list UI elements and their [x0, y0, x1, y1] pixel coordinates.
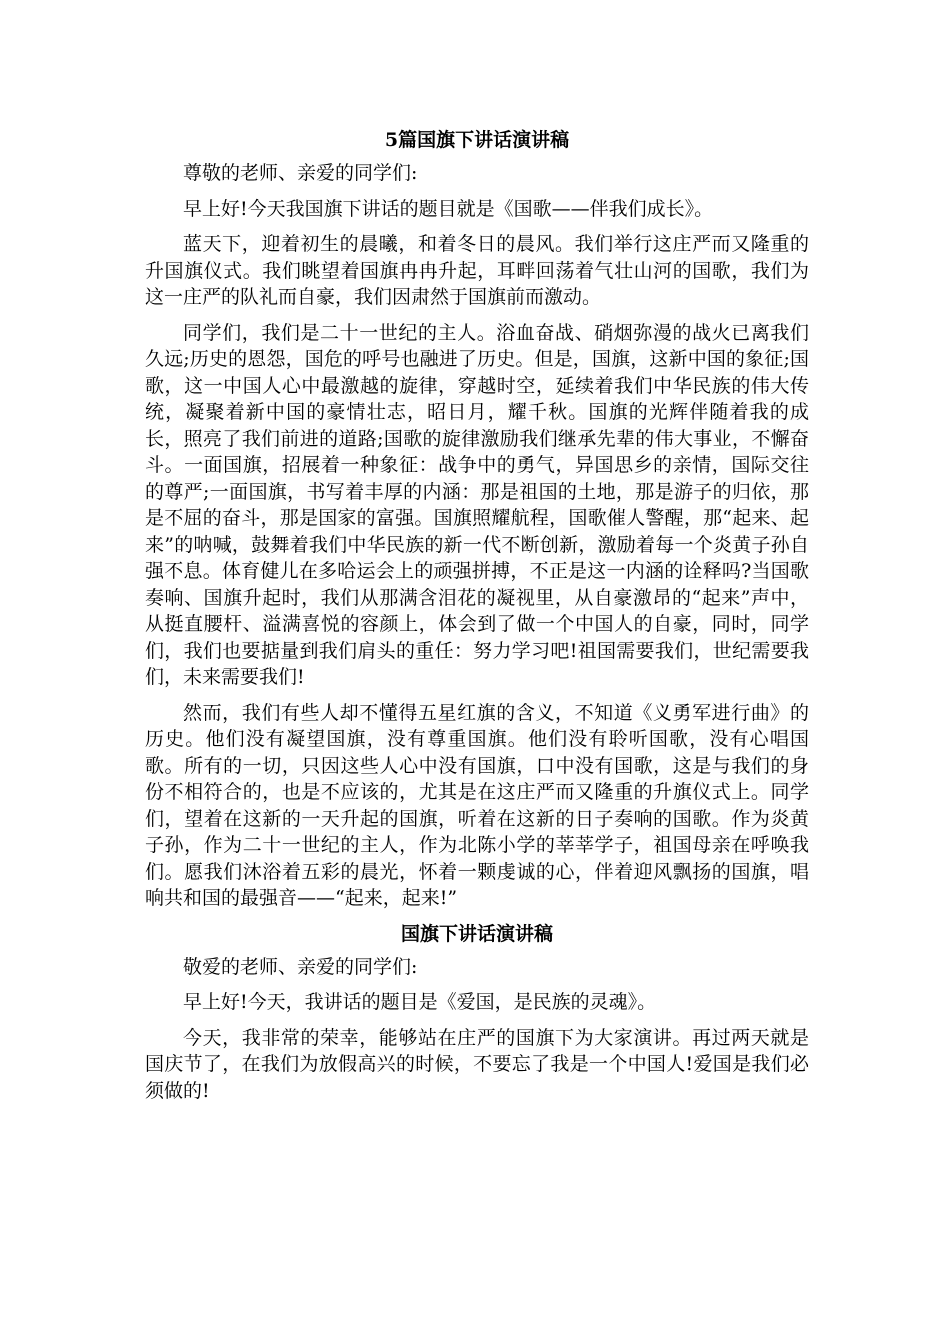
body-paragraph: 然而，我们有些人却不懂得五星红旗的含义，不知道《义勇军进行曲》的历史。他们没有凝望国旗，没有尊重国旗。他们没有聆听国歌，没有心唱国歌。所有的一切，只因这些人心中没有国旗，口中没有国歌，这是与我们的身份不相符合的，也是不应该的，尤其是在这庄严而又隆重的升旗仪式上。同学们，望着在这新的一天升起的国旗，听着在这新的日子奏响的国歌。作为炎黄子孙，作为二十一世纪的主人，作为北陈小学的莘莘学子，祖国母亲在呼唤我们。愿我们沐浴着五彩的晨光，怀着一颗虔诚的心，伴着迎风飘扬的国旗，唱响共和国的最强音——“起来，起来!”: [145, 701, 809, 909]
document-title: 5篇国旗下讲话演讲稿: [384, 129, 570, 151]
greeting-paragraph: 早上好!今天，我讲话的题目是《爱国，是民族的灵魂》。: [183, 991, 657, 1013]
document-page: [145, 118, 809, 1113]
body-paragraph: 今天，我非常的荣幸，能够站在庄严的国旗下为大家演讲。再过两天就是国庆节了，在我们为放假高兴的时候，不要忘了我是一个中国人!爱国是我们必须做的!: [145, 1026, 809, 1102]
greeting-paragraph: 早上好!今天我国旗下讲话的题目就是《国歌——伴我们成长》。: [183, 197, 714, 220]
salutation-paragraph: 尊敬的老师、亲爱的同学们:: [183, 162, 418, 184]
section-title: 国旗下讲话演讲稿: [400, 922, 553, 945]
body-paragraph: 蓝天下，迎着初生的晨曦，和着冬日的晨风。我们举行这庄严而又隆重的升国旗仪式。我们眺望着国旗冉冉升起，耳畔回荡着气壮山河的国歌，我们为这一庄严的队礼而自豪，我们因肃然于国旗前而激动。: [145, 233, 809, 308]
salutation-paragraph: 敬爱的老师、亲爱的同学们:: [183, 955, 418, 978]
body-paragraph: 同学们，我们是二十一世纪的主人。浴血奋战、硝烟弥漫的战火已离我们久远;历史的恩怨，国危的呼号也融进了历史。但是，国旗，这新中国的象征;国歌，这一中国人心中最激越的旋律，穿越时空，延续着我们中华民族的伟大传统，凝聚着新中国的豪情壮志，昭日月，耀千秋。国旗的光辉伴随着我的成长，照亮了我们前进的道路;国歌的旋律激励我们继承先辈的伟大事业，不懈奋斗。一面国旗，招展着一种象征：战争中的勇气，异国思乡的亲情，国际交往的尊严;一面国旗，书写着丰厚的内涵：那是祖国的土地，那是游子的归依，那是不屈的奋斗，那是国家的富强。国旗照耀航程，国歌催人警醒，那“起来、起来”的呐喊，鼓舞着我们中华民族的新一代不断创新，激励着每一个炎黄子孙自强不息。体育健儿在多哈运会上的顽强拼搏，不正是这一内涵的诠释吗?当国歌奏响、国旗升起时，我们从那满含泪花的凝视里，从自豪激昂的“起来”声中，从挺直腰杆、溢满喜悦的容颜上，体会到了做一个中国人的自豪，同时，同学们，我们也要掂量到我们肩头的重任：努力学习吧!祖国需要我们，世纪需要我们，未来需要我们!: [145, 321, 809, 688]
